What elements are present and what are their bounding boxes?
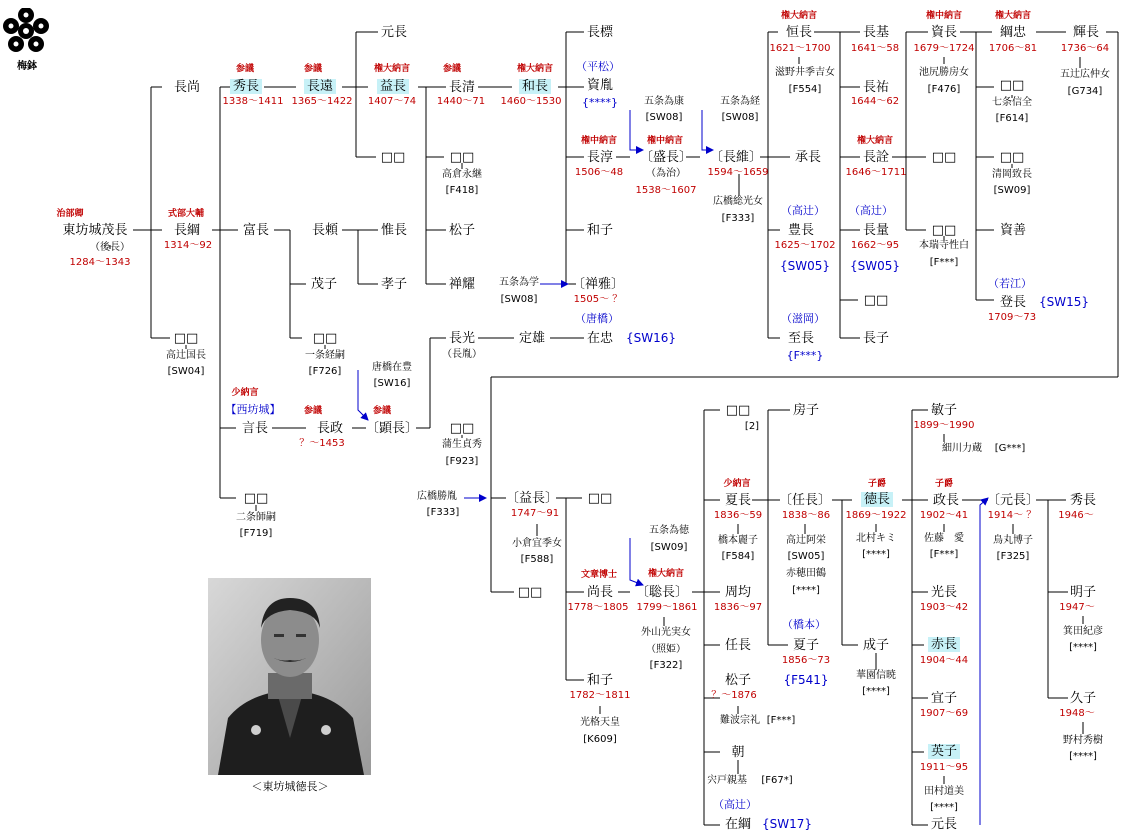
person-date: 1899～1990 bbox=[913, 420, 975, 431]
person-spouse-ref: [F588] bbox=[520, 554, 554, 565]
person-spouse-ref: [SW05] bbox=[787, 551, 825, 562]
person-date: 1646～1711 bbox=[845, 167, 907, 178]
person-title: 権大納言 bbox=[780, 11, 818, 21]
person-name: 朝 bbox=[731, 745, 745, 760]
person-name: 至長 bbox=[787, 331, 815, 346]
person-name: □□ bbox=[449, 421, 475, 436]
person-name: 資胤 bbox=[586, 78, 614, 93]
person-spouse-ref: [F67*] bbox=[761, 775, 793, 786]
person-name: 惟長 bbox=[380, 223, 408, 238]
person-date: 1538～1607 bbox=[635, 185, 697, 196]
person-spouse: 広橋総光女 bbox=[713, 196, 763, 207]
person-name: □□ bbox=[587, 491, 613, 506]
person-ref: {****} bbox=[582, 96, 618, 109]
person-ref: [SW08] bbox=[645, 112, 683, 123]
person-ref: {F***} bbox=[786, 349, 824, 362]
person-note: 五条為学 bbox=[499, 277, 539, 288]
person-date: 1778～1805 bbox=[567, 602, 629, 613]
person-date: 1505～ ？ bbox=[573, 294, 623, 305]
person-name: 恒長 bbox=[785, 25, 813, 40]
person-note: 高倉永継 bbox=[442, 169, 482, 180]
person-note: 五条為経 bbox=[720, 96, 760, 107]
person-title: 権中納言 bbox=[646, 136, 684, 146]
person-name: 宜子 bbox=[930, 691, 958, 706]
person-title: 権大納言 bbox=[994, 11, 1032, 21]
person-spouse-ref: [G***] bbox=[994, 443, 1026, 454]
portrait-photo bbox=[208, 578, 371, 775]
person-spouse: 華園信暁 bbox=[856, 670, 896, 681]
person-house: （若江） bbox=[988, 277, 1032, 290]
person-ref: {SW17} bbox=[761, 817, 813, 831]
person-ref: [SW08] bbox=[500, 294, 538, 305]
person-name: 成子 bbox=[862, 638, 890, 653]
person-name: 元長 bbox=[930, 817, 958, 832]
person-date: 1641～58 bbox=[850, 43, 900, 54]
person-title: 子爵 bbox=[934, 479, 954, 489]
person-date: 1911～95 bbox=[919, 762, 969, 773]
person-name: 茂子 bbox=[310, 277, 338, 292]
person-house: （橋本） bbox=[782, 618, 826, 631]
person-note: （長胤） bbox=[442, 349, 482, 360]
person-spouse: 橋本麗子 bbox=[718, 535, 758, 546]
person-name: 和子 bbox=[586, 673, 614, 688]
person-spouse: 高辻阿栄 bbox=[786, 535, 826, 546]
person-spouse: 池尻勝房女 bbox=[919, 67, 969, 78]
person-note: 蒲生貞秀 bbox=[442, 439, 482, 450]
person-spouse: 外山光実女 bbox=[641, 627, 691, 638]
person-spouse-ref: [F584] bbox=[721, 551, 755, 562]
person-name: □□ bbox=[999, 150, 1025, 165]
person-name: 松子 bbox=[448, 223, 476, 238]
person-spouse: 野村秀樹 bbox=[1063, 735, 1103, 746]
person-name: □□ bbox=[999, 78, 1025, 93]
person-spouse: 難波宗礼 bbox=[720, 715, 760, 726]
person-ref: [SW04] bbox=[167, 366, 205, 377]
person-spouse-ref: [F333] bbox=[721, 213, 755, 224]
person-ref: [F418] bbox=[445, 185, 479, 196]
person-name: 英子 bbox=[928, 744, 960, 759]
person-name: 房子 bbox=[792, 403, 820, 418]
person-name: □□ bbox=[449, 150, 475, 165]
person-name: 周均 bbox=[724, 585, 752, 600]
person-note: 高辻国長 bbox=[166, 350, 206, 361]
person-name: 〔禅雅〕 bbox=[571, 277, 625, 292]
person-title: 少納言 bbox=[723, 479, 751, 489]
person-name: 〔聡長〕 bbox=[635, 585, 689, 600]
person-note: 唐橋在豊 bbox=[372, 362, 412, 373]
person-spouse-ref: [F325] bbox=[996, 551, 1030, 562]
person-name: 秀長 bbox=[1069, 493, 1097, 508]
person-title: 参議 bbox=[303, 64, 323, 74]
person-title: 参議 bbox=[372, 406, 392, 416]
person-note: 本瑞寺性白 bbox=[919, 240, 969, 251]
person-date: 1314～92 bbox=[163, 240, 213, 251]
person-spouse: 鳥丸博子 bbox=[993, 535, 1033, 546]
person-name: 長綱 bbox=[173, 223, 201, 238]
person-name: 〔益長〕 bbox=[505, 491, 559, 506]
person-name: 政長 bbox=[932, 493, 960, 508]
person-name: 豊長 bbox=[787, 223, 815, 238]
crest-label: 梅鉢 bbox=[17, 61, 37, 72]
person-date: 1736～64 bbox=[1060, 43, 1110, 54]
person-name: 和長 bbox=[519, 79, 551, 94]
person-name: 長尚 bbox=[173, 80, 201, 95]
ume-crest-icon bbox=[3, 8, 49, 54]
person-spouse-ref: [F***] bbox=[766, 715, 796, 726]
person-title: 権中納言 bbox=[580, 136, 618, 146]
person-ref: [F719] bbox=[239, 528, 273, 539]
person-ref: [2] bbox=[744, 421, 760, 432]
person-name: 長清 bbox=[448, 80, 476, 95]
person-spouse: 佐藤 愛 bbox=[924, 533, 964, 544]
person-name: 夏長 bbox=[724, 493, 752, 508]
person-title: 権大納言 bbox=[516, 64, 554, 74]
person-title: 参議 bbox=[442, 64, 462, 74]
person-ref: {SW05} bbox=[849, 259, 901, 273]
person-extra: （為治） bbox=[646, 168, 686, 179]
person-date: 1440～71 bbox=[436, 96, 486, 107]
person-date: 1838～86 bbox=[781, 510, 831, 521]
person-date: 1903～42 bbox=[919, 602, 969, 613]
person-name: 禅耀 bbox=[448, 277, 476, 292]
person-ref: {SW15} bbox=[1038, 295, 1090, 309]
person-name: 和子 bbox=[586, 223, 614, 238]
person-name: 久子 bbox=[1069, 691, 1097, 706]
person-name: □□ bbox=[725, 403, 751, 418]
person-spouse: 北村キミ bbox=[856, 533, 896, 544]
person-name: 長政 bbox=[316, 421, 344, 436]
person-title: 権中納言 bbox=[925, 11, 963, 21]
person-date: 1407～74 bbox=[367, 96, 417, 107]
person-date: 1365～1422 bbox=[291, 96, 353, 107]
person-ref: [SW08] bbox=[721, 112, 759, 123]
person-name: 資長 bbox=[930, 25, 958, 40]
person-name: 長子 bbox=[862, 331, 890, 346]
person-date: 1869～1922 bbox=[845, 510, 907, 521]
person-name: 〔元長〕 bbox=[986, 493, 1040, 508]
person-spouse: 赤穂田鶴 bbox=[786, 568, 826, 579]
person-ref: [F614] bbox=[995, 113, 1029, 124]
person-spouse-ref: [G734] bbox=[1067, 86, 1103, 97]
person-spouse-ref: [K609] bbox=[583, 734, 617, 745]
person-name: 言長 bbox=[241, 421, 269, 436]
person-title: 式部大輔 bbox=[167, 209, 205, 219]
person-date: 1625～1702 bbox=[774, 240, 836, 251]
person-ref: [F923] bbox=[445, 456, 479, 467]
person-title: 権大納言 bbox=[856, 136, 894, 146]
person-name: 敏子 bbox=[930, 403, 958, 418]
person-name: 資善 bbox=[999, 223, 1027, 238]
person-name: 承長 bbox=[794, 150, 822, 165]
person-date: 1709～73 bbox=[987, 312, 1037, 323]
person-title: 参議 bbox=[303, 406, 323, 416]
person-name: 長遠 bbox=[304, 79, 336, 94]
person-ref: [F333] bbox=[426, 507, 460, 518]
person-name: 〔盛長〕 bbox=[639, 150, 693, 165]
person-title: 少納言 bbox=[231, 388, 259, 398]
person-date: 1902～41 bbox=[919, 510, 969, 521]
person-date: 1946～ bbox=[1058, 510, 1094, 521]
person-ref: {SW05} bbox=[779, 259, 831, 273]
person-spouse-ref: [F476] bbox=[927, 84, 961, 95]
person-name: 赤長 bbox=[928, 637, 960, 652]
person-date: ？～1876 bbox=[711, 690, 757, 701]
person-spouse: 宍戸親基 bbox=[707, 775, 747, 786]
person-date: 1706～81 bbox=[988, 43, 1038, 54]
person-extra: （照姫） bbox=[646, 644, 686, 655]
person-name: 孝子 bbox=[380, 277, 408, 292]
person-spouse: 箕田紀彦 bbox=[1063, 626, 1103, 637]
person-date: 1284～1343 bbox=[69, 257, 131, 268]
person-house: （唐橋） bbox=[575, 312, 619, 325]
person-date: 1594～1659 bbox=[707, 167, 769, 178]
person-date: 1747～91 bbox=[510, 508, 560, 519]
person-ref: {SW16} bbox=[625, 331, 677, 345]
person-name: 輝長 bbox=[1072, 25, 1100, 40]
person-spouse: 細川力蔵 bbox=[942, 443, 982, 454]
person-name: 秀長 bbox=[230, 79, 262, 94]
person-spouse: 小倉宜季女 bbox=[512, 538, 562, 549]
person-house: （高辻） bbox=[849, 204, 893, 217]
person-date: 1947～ bbox=[1059, 602, 1095, 613]
person-note: 五条為康 bbox=[644, 96, 684, 107]
person-spouse: 五辻広仲女 bbox=[1060, 69, 1110, 80]
person-name: 益長 bbox=[377, 79, 409, 94]
person-title: 権大納言 bbox=[647, 569, 685, 579]
person-name: 綱忠 bbox=[999, 25, 1027, 40]
person-name: 徳長 bbox=[861, 492, 893, 507]
person-name: 元長 bbox=[380, 25, 408, 40]
person-spouse: 光格天皇 bbox=[580, 717, 620, 728]
person-date: 1856～73 bbox=[781, 655, 831, 666]
person-name: 在綱 bbox=[724, 817, 752, 832]
person-spouse-ref: [F***] bbox=[929, 549, 959, 560]
person-name: 富長 bbox=[242, 223, 270, 238]
person-house: （高辻） bbox=[713, 798, 757, 811]
person-name: □□ bbox=[517, 585, 543, 600]
person-spouse-ref: [****] bbox=[1069, 751, 1097, 762]
person-name: □□ bbox=[931, 223, 957, 238]
person-name: 光長 bbox=[930, 585, 958, 600]
person-ref: [SW09] bbox=[993, 185, 1031, 196]
person-ref: [F***] bbox=[929, 257, 959, 268]
person-date: 1460～1530 bbox=[500, 96, 562, 107]
person-name: 長量 bbox=[862, 223, 890, 238]
person-note: 五条為徳 bbox=[649, 525, 689, 536]
person-name: □□ bbox=[863, 293, 889, 308]
person-title: 子爵 bbox=[867, 479, 887, 489]
person-name: □□ bbox=[380, 150, 406, 165]
person-date: 1338～1411 bbox=[222, 96, 284, 107]
person-note: 広橋勝胤 bbox=[417, 491, 457, 502]
person-name: □□ bbox=[312, 331, 338, 346]
person-spouse-ref: [F554] bbox=[788, 84, 822, 95]
person-title: 参議 bbox=[235, 64, 255, 74]
person-spouse-ref: [****] bbox=[862, 549, 890, 560]
person-house: （平松） bbox=[576, 60, 620, 73]
person-name: 長頼 bbox=[311, 223, 339, 238]
person-house: 【西坊城】 bbox=[225, 403, 281, 416]
person-date: 1621～1700 bbox=[769, 43, 831, 54]
person-note: 清岡致長 bbox=[992, 169, 1032, 180]
person-date: 1836～97 bbox=[713, 602, 763, 613]
person-date: 1644～62 bbox=[850, 96, 900, 107]
person-title: 治部卿 bbox=[56, 209, 84, 219]
person-spouse: 田村道美 bbox=[924, 786, 964, 797]
person-name: 長淳 bbox=[586, 150, 614, 165]
person-name: 長詮 bbox=[862, 150, 890, 165]
person-date: 1506～48 bbox=[574, 167, 624, 178]
person-date: 1904～44 bbox=[919, 655, 969, 666]
person-note: 一条経嗣 bbox=[305, 350, 345, 361]
person-ref: {F541} bbox=[783, 673, 829, 687]
person-ref: [F726] bbox=[308, 366, 342, 377]
person-date: 1679～1724 bbox=[913, 43, 975, 54]
person-name: □□ bbox=[931, 150, 957, 165]
person-name: 東坊城茂長 bbox=[62, 223, 128, 238]
person-date: 1948～ bbox=[1059, 708, 1095, 719]
person-house: （滋岡） bbox=[781, 312, 825, 325]
person-note: 二条師嗣 bbox=[236, 512, 276, 523]
person-name: 長基 bbox=[862, 25, 890, 40]
person-name: □□ bbox=[243, 491, 269, 506]
person-name: 長光 bbox=[448, 331, 476, 346]
person-name: 〔顕長〕 bbox=[365, 421, 419, 436]
person-spouse-ref: [****] bbox=[862, 686, 890, 697]
person-title: 権大納言 bbox=[373, 64, 411, 74]
person-name: 〔任長〕 bbox=[778, 493, 832, 508]
photo-caption: ＜東坊城徳長＞ bbox=[251, 780, 329, 793]
person-date: 1836～59 bbox=[713, 510, 763, 521]
person-date: ？～1453 bbox=[299, 438, 345, 449]
person-name: 長祐 bbox=[862, 80, 890, 95]
person-name: □□ bbox=[173, 331, 199, 346]
person-spouse-ref: [F322] bbox=[649, 660, 683, 671]
person-date: 1782～1811 bbox=[569, 690, 631, 701]
person-title: 文章博士 bbox=[580, 570, 618, 580]
person-spouse: 滋野井季吉女 bbox=[775, 67, 835, 78]
person-name: 尚長 bbox=[586, 585, 614, 600]
person-ref: [SW09] bbox=[650, 542, 688, 553]
person-spouse-ref: [****] bbox=[930, 802, 958, 813]
person-ref: [SW16] bbox=[373, 378, 411, 389]
person-note: （後長） bbox=[90, 242, 130, 253]
person-note: 七条信全 bbox=[992, 97, 1032, 108]
person-name: 任長 bbox=[724, 638, 752, 653]
person-name: 〔長維〕 bbox=[709, 150, 763, 165]
person-name: 夏子 bbox=[792, 638, 820, 653]
person-date: 1914～ ？ bbox=[987, 510, 1037, 521]
person-house: （高辻） bbox=[781, 204, 825, 217]
person-name: 定雄 bbox=[518, 331, 546, 346]
person-name: 松子 bbox=[724, 673, 752, 688]
person-date: 1799～1861 bbox=[636, 602, 698, 613]
person-name: 明子 bbox=[1069, 585, 1097, 600]
person-spouse-ref: [****] bbox=[792, 585, 820, 596]
person-name: 長標 bbox=[586, 25, 614, 40]
person-name: 在忠 bbox=[586, 331, 614, 346]
person-date: 1662～95 bbox=[850, 240, 900, 251]
person-date: 1907～69 bbox=[919, 708, 969, 719]
person-spouse-ref: [****] bbox=[1069, 642, 1097, 653]
person-name: 登長 bbox=[999, 295, 1027, 310]
